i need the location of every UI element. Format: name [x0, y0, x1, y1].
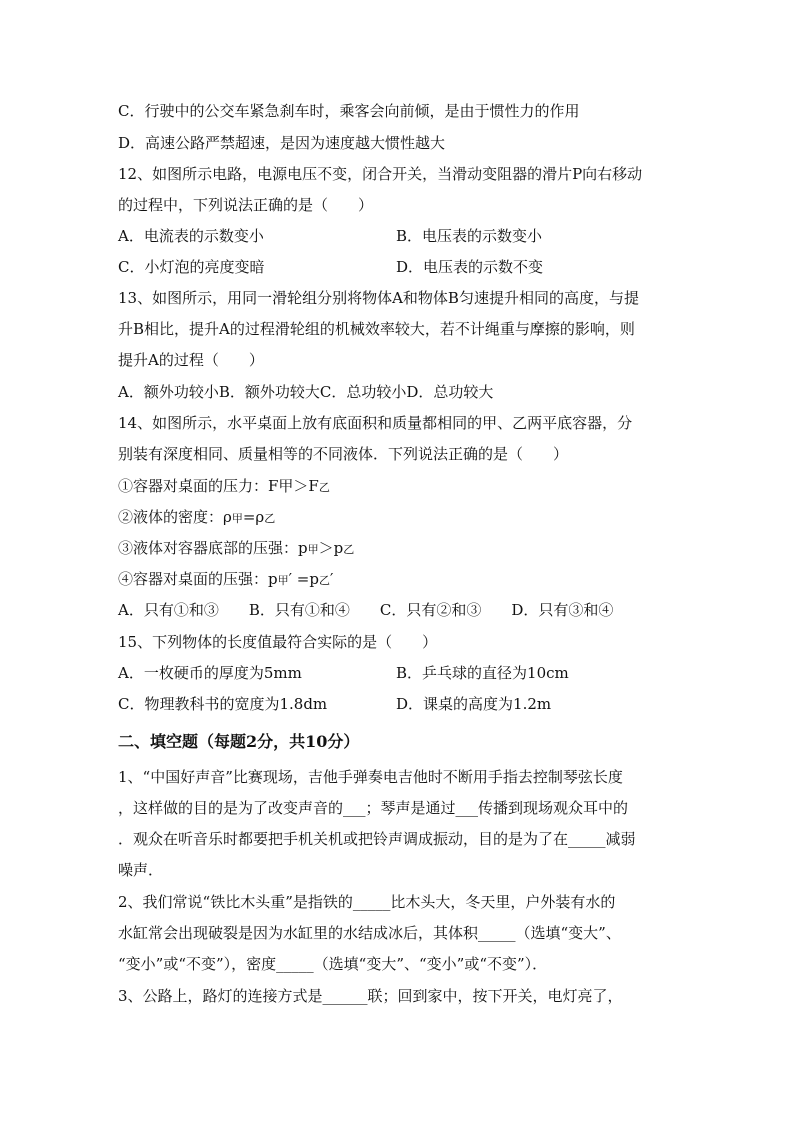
option-15d: D．课桌的高度为1.2m: [396, 695, 552, 713]
statement-14-3-mid: ＞p: [318, 539, 344, 557]
fill-2-line-3: “变小”或“不变”），密度_____（选填“变大”、“变小”或“不变”）．: [118, 955, 548, 973]
question-14-line-1: 14、如图所示，水平桌面上放有底面积和质量都相同的甲、乙两平底容器，分: [118, 414, 633, 432]
statement-14-4: [118, 569, 333, 591]
options-14: A．只有①和③ B．只有①和④ C．只有②和③ D．只有③和④: [118, 601, 614, 619]
subscript: 乙: [343, 543, 355, 556]
option-15b: B．乒乓球的直径为10cm: [396, 664, 569, 682]
question-13-line-1: 13、如图所示，用同一滑轮组分别将物体A和物体B匀速提升相同的高度，与提: [118, 289, 639, 307]
fill-1-line-4: 噪声．: [118, 861, 164, 879]
statement-14-3: [118, 538, 354, 560]
option-11c: C．行驶中的公交车紧急刹车时，乘客会向前倾，是由于惯性力的作用: [118, 102, 580, 120]
fill-1-line-1: 1、“中国好声音”比赛现场，吉他手弹奏电吉他时不断用手指去控制琴弦长度: [118, 768, 623, 786]
fill-2-line-2: 水缸常会出现破裂是因为水缸里的水结成冰后，其体积_____（选填“变大”、: [118, 924, 621, 942]
fill-2-line-1: 2、我们常说“铁比木头重”是指铁的_____比木头大，冬天里，户外装有水的: [118, 893, 616, 911]
subscript: 甲: [307, 543, 319, 556]
fill-1-line-3: ．观众在听音乐时都要把手机关机或把铃声调成振动，目的是为了在_____减弱: [118, 830, 636, 848]
statement-14-2-text: ②液体的密度：ρ: [118, 508, 232, 526]
question-12-line-1: 12、如图所示电路，电源电压不变，闭合开关，当滑动变阻器的滑片P向右移动: [118, 165, 643, 183]
options-13: A．额外功较小B．额外功较大C．总功较小D．总功较大: [118, 383, 494, 401]
statement-14-1: [118, 476, 330, 498]
subscript: 乙: [318, 574, 330, 587]
option-11d: D．高速公路严禁超速，是因为速度越大惯性越大: [118, 134, 446, 152]
statement-14-4-end: ′: [329, 570, 334, 588]
option-12d: D．电压表的示数不变: [396, 258, 544, 276]
statement-14-3-text: ③液体对容器底部的压强：p: [118, 539, 308, 557]
subscript: 甲: [277, 574, 289, 587]
subscript: 乙: [264, 512, 276, 525]
question-13-line-2: 升B相比，提升A的过程滑轮组的机械效率较大，若不计绳重与摩擦的影响，则: [118, 320, 635, 338]
question-12-line-2: 的过程中，下列说法正确的是（ ）: [118, 196, 374, 214]
statement-14-4-mid: ′ =p: [288, 570, 319, 588]
subscript: 甲: [231, 512, 243, 525]
option-12b: B．电压表的示数变小: [396, 227, 543, 245]
option-15c: C．物理教科书的宽度为1.8dm: [118, 695, 328, 713]
statement-14-2: [118, 507, 275, 529]
statement-14-4-text: ④容器对桌面的压强：p: [118, 570, 278, 588]
fill-3-line-1: 3、公路上，路灯的连接方式是______联；回到家中，按下开关，电灯亮了，: [118, 987, 623, 1005]
fill-1-line-2: ，这样做的目的是为了改变声音的___；琴声是通过___传播到现场观众耳中的: [118, 799, 629, 817]
question-15: 15、下列物体的长度值最符合实际的是（ ）: [118, 633, 438, 651]
subscript: 乙: [318, 481, 330, 494]
statement-14-1-text: ①容器对桌面的压力：F甲＞F: [118, 477, 319, 495]
option-12c: C．小灯泡的亮度变暗: [118, 258, 265, 276]
statement-14-2-mid: =ρ: [242, 508, 265, 526]
section-heading: 二、填空题（每题2分，共10分）: [118, 732, 360, 751]
option-12a: A．电流表的示数变小: [118, 227, 264, 245]
question-13-line-3: 提升A的过程（ ）: [118, 351, 264, 369]
question-14-line-2: 别装有深度相同、质量相等的不同液体．下列说法正确的是（ ）: [118, 445, 569, 463]
option-15a: A．一枚硬币的厚度为5mm: [118, 664, 302, 682]
